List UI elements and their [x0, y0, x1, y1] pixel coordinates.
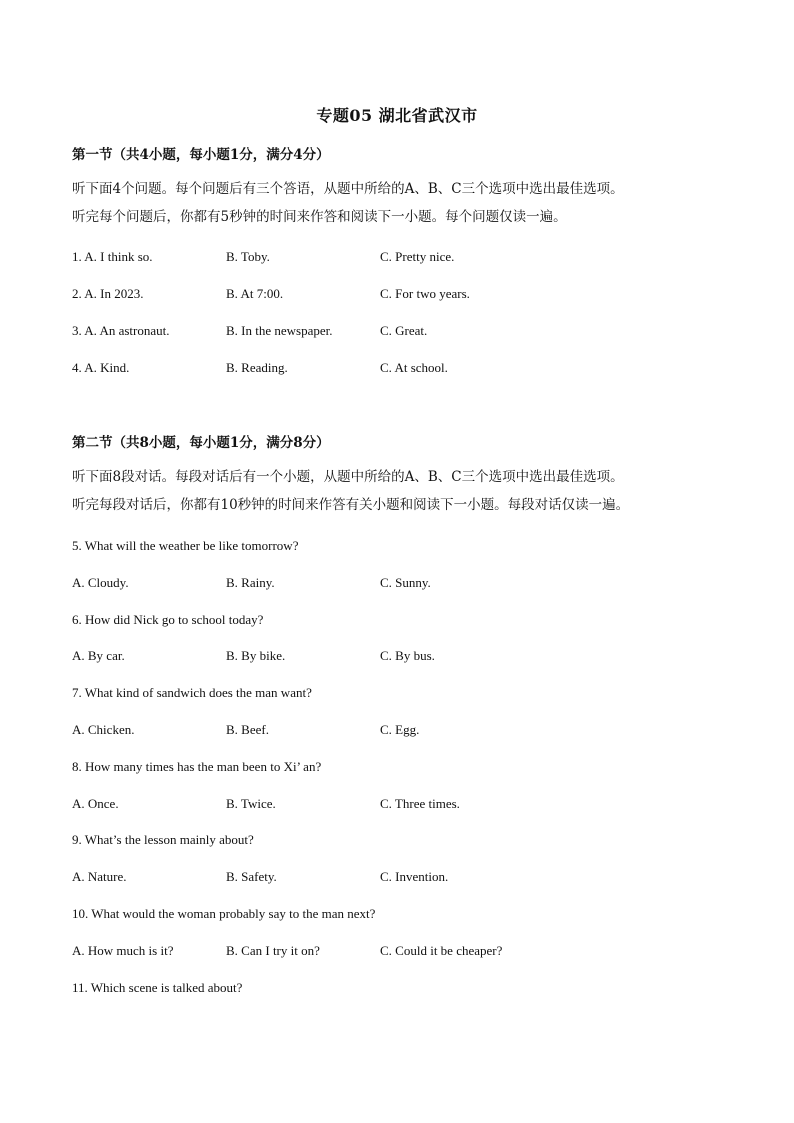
option-a: A. Chicken.: [72, 722, 135, 737]
section1-heading: 第一节（共4小题，每小题1分，满分4分）: [72, 147, 330, 163]
option-c: C. Sunny.: [380, 575, 431, 590]
option-a: A. Once.: [72, 796, 119, 811]
option-a: 1. A. I think so.: [72, 249, 153, 264]
option-a: 4. A. Kind.: [72, 360, 130, 375]
section1-instruction-line: 听完每个问题后，你都有5秒钟的时间来作答和阅读下一小题。每个问题仅读一遍。: [72, 209, 567, 225]
option-a: 3. A. An astronaut.: [72, 323, 170, 338]
section1-instructions: [72, 175, 732, 231]
option-c: C. Egg.: [380, 722, 420, 737]
section2-heading: 第二节（共8小题，每小题1分，满分8分）: [72, 435, 330, 451]
option-b: B. Twice.: [226, 796, 276, 811]
page-title: 专题05 湖北省武汉市: [316, 106, 478, 125]
question-text: 5. What will the weather be like tomorrow?: [72, 538, 299, 553]
option-a: A. Cloudy.: [72, 575, 129, 590]
option-c: C. For two years.: [380, 286, 470, 301]
question-text: 11. Which scene is talked about?: [72, 980, 243, 995]
question-text: 10. What would the woman probably say to the man next?: [72, 906, 376, 921]
section1-instruction-line: 听下面4个问题。每个问题后有三个答语，从题中所给的A、B、C三个选项中选出最佳选项。: [72, 181, 624, 197]
question-text: 7. What kind of sandwich does the man want?: [72, 685, 312, 700]
option-b: B. By bike.: [226, 648, 286, 663]
option-b: B. At 7:00.: [226, 286, 284, 301]
option-c: C. Invention.: [380, 869, 449, 884]
option-b: B. Reading.: [226, 360, 288, 375]
option-c: C. Great.: [380, 323, 428, 338]
section2-instruction-line: 听下面8段对话。每段对话后有一个小题，从题中所给的A、B、C三个选项中选出最佳选项。: [72, 469, 624, 485]
section2-instruction-line: 听完每段对话后，你都有10秒钟的时间来作答有关小题和阅读下一小题。每段对话仅读一遍。: [72, 497, 630, 513]
question-text: 6. How did Nick go to school today?: [72, 612, 264, 627]
option-b: B. Beef.: [226, 722, 269, 737]
option-a: A. Nature.: [72, 869, 127, 884]
option-b: B. Can I try it on?: [226, 943, 320, 958]
option-a: A. By car.: [72, 648, 125, 663]
option-c: C. Pretty nice.: [380, 249, 455, 264]
question-text: 9. What’s the lesson mainly about?: [72, 832, 254, 847]
question-text: 8. How many times has the man been to Xi’ an?: [72, 759, 322, 774]
option-b: B. Rainy.: [226, 575, 275, 590]
section2-instructions: [72, 463, 732, 519]
option-c: C. At school.: [380, 360, 448, 375]
option-c: C. Could it be cheaper?: [380, 943, 503, 958]
option-a: 2. A. In 2023.: [72, 286, 144, 301]
option-c: C. Three times.: [380, 796, 460, 811]
option-c: C. By bus.: [380, 648, 435, 663]
option-b: B. In the newspaper.: [226, 323, 333, 338]
option-b: B. Toby.: [226, 249, 270, 264]
option-b: B. Safety.: [226, 869, 277, 884]
option-a: A. How much is it?: [72, 943, 174, 958]
